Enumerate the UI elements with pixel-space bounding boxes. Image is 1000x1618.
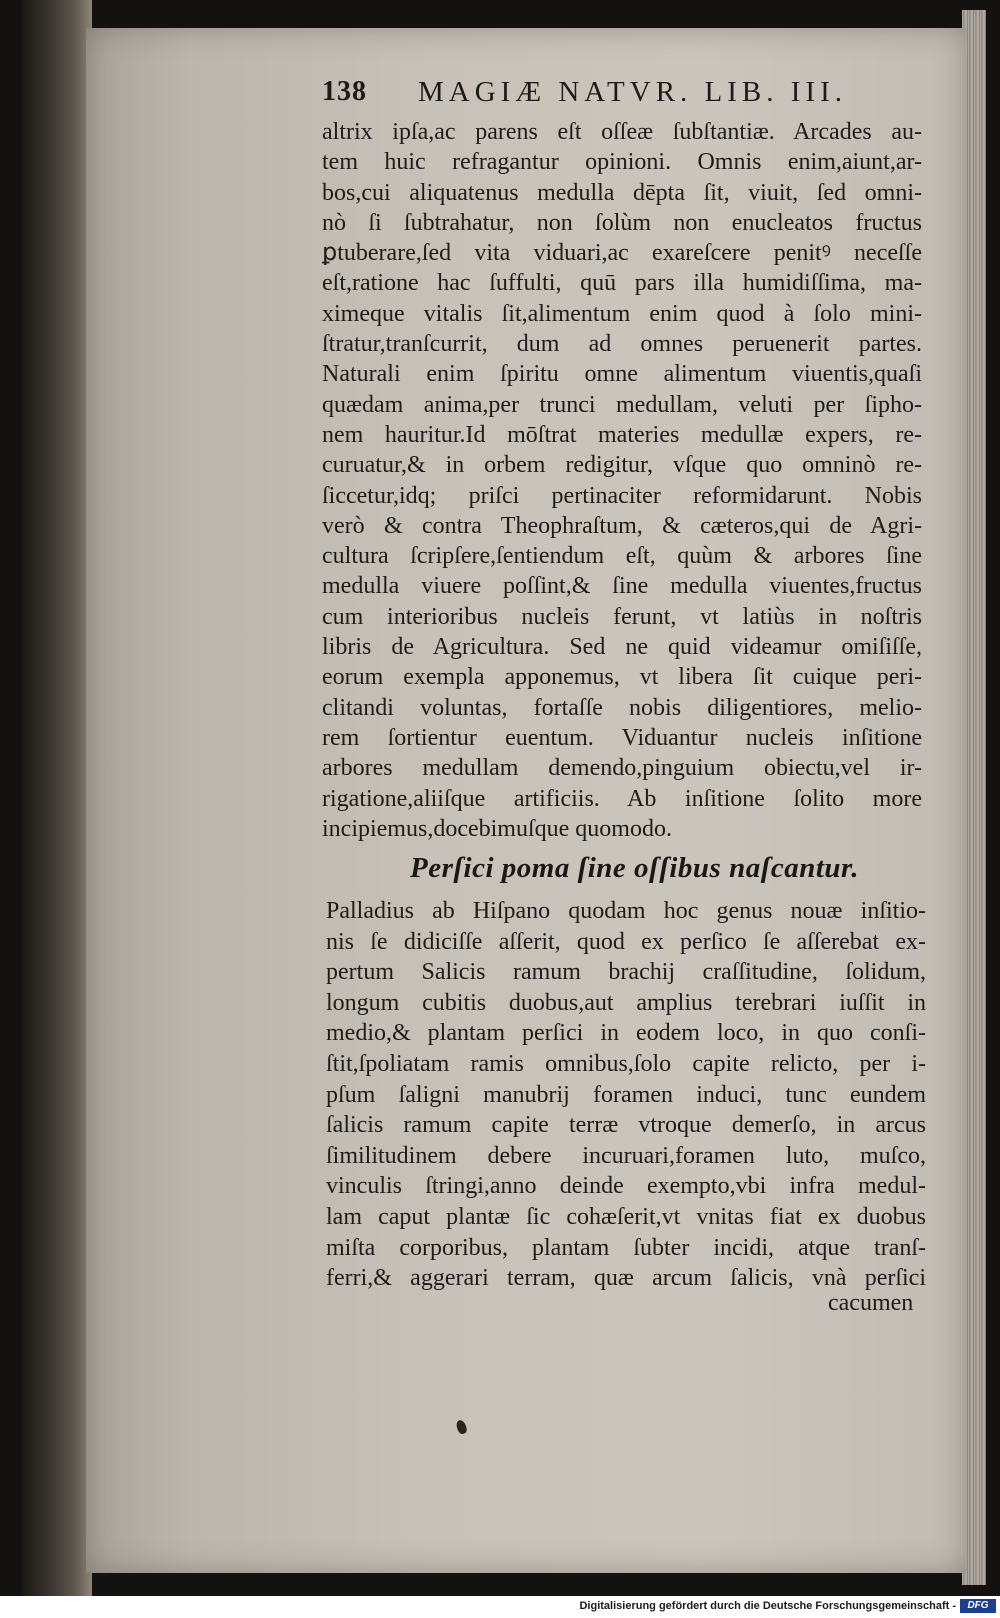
- text-line: incipiemus,docebimuſque quomodo.: [322, 815, 672, 842]
- text-line: ximeque vitalis ſit,alimentum enim quod à ſolo mini-: [322, 300, 922, 327]
- text-line: vinculis ſtringi,anno deinde exempto,vbi infra medul-: [326, 1173, 926, 1200]
- book-spine: [22, 0, 92, 1596]
- text-line: tem huic refragantur opinioni. Omnis enim,aiunt,ar-: [322, 149, 922, 176]
- digitization-footer: [0, 1596, 1000, 1618]
- text-line: clitandi voluntas, fortaſſe nobis diligentiores, melio-: [322, 694, 922, 721]
- text-line: eſt,ratione hac ſuffulti, quū pars illa humidiſſima, ma-: [322, 270, 922, 297]
- text-line: rem ſortientur euentum. Viduantur nucleis inſitione: [322, 724, 922, 751]
- text-line: lam caput plantæ ſic cohæſerit,vt vnitas fiat ex duobus: [326, 1203, 926, 1230]
- text-line: curuatur,& in orbem redigitur, vſque quo omninò re-: [322, 452, 922, 479]
- text-line: nis ſe didiciſſe aſſerit, quod ex perſico ſe aſſerebat ex-: [326, 928, 926, 955]
- text-line: bos,cui aliquatenus medulla dēpta ſit, viuit, ſed omni-: [322, 179, 922, 206]
- catchword: cacumen: [828, 1290, 914, 1316]
- text-line: rigatione,aliiſque artificiis. Ab inſitione ſolito more: [322, 785, 922, 812]
- text-line: cultura ſcripſere,ſentiendum eſt, quùm & arbores ſine: [322, 543, 922, 570]
- page-number: 138: [322, 76, 367, 107]
- page-header: [322, 76, 902, 116]
- text-line: ꝑtuberare,ſed vita viduari,ac exareſcere penitꝰ neceſſe: [322, 240, 922, 267]
- funding-credit: Digitalisierung gefördert durch die Deutsche Forschungsgemeinschaft -: [579, 1600, 956, 1612]
- text-line: arbores medullam demendo,pinguium obiectu,vel ir-: [322, 755, 922, 782]
- text-line: nò ſi ſubtrahatur, non ſolùm non enucleatos fructus: [322, 209, 922, 236]
- text-line: miſta corporibus, plantam ſubter incidi, atque tranſ-: [326, 1234, 926, 1261]
- text-line: libris de Agricultura. Sed ne quid videamur omiſiſſe,: [322, 634, 922, 661]
- text-line: nem hauritur.Id mōſtrat materies medullæ expers, re-: [322, 421, 922, 448]
- running-title: MAGIÆ NATVR. LIB. III.: [418, 76, 847, 108]
- text-line: Naturali enim ſpiritu omne alimentum viuentis,quaſi: [322, 361, 922, 388]
- text-line: ſalicis ramum capite terræ vtroque demerſo, in arcus: [326, 1112, 926, 1139]
- text-line: ſtit,ſpoliatam ramis omnibus,ſolo capite relicto, per i-: [326, 1050, 926, 1077]
- text-line: quædam anima,per trunci medullam, veluti per ſipho-: [322, 391, 922, 418]
- paragraph-1: [322, 117, 922, 844]
- text-line: Palladius ab Hiſpano quodam hoc genus nouæ inſitio-: [326, 898, 926, 924]
- dfg-logo: DFG: [960, 1599, 996, 1613]
- text-line: pſum ſaligni manubrij foramen induci, tunc eundem: [326, 1081, 926, 1108]
- text-line: ſtratur,tranſcurrit, dum ad omnes peruenerit partes.: [322, 331, 922, 358]
- text-line: medulla viuere poſſint,& ſine medulla viuentes,fructus: [322, 573, 922, 600]
- text-line: cum interioribus nucleis ferunt, vt latiùs in noſtris: [322, 603, 922, 630]
- text-line: altrix ipſa,ac parens eſt oſſeæ ſubſtantiæ. Arcades au-: [322, 119, 922, 145]
- text-line: verò & contra Theophraſtum, & cæteros,qui de Agri-: [322, 512, 922, 539]
- text-line: ſiccetur,idq; priſci pertinaciter reformidarunt. Nobis: [322, 482, 922, 509]
- text-line: longum cubitis duobus,aut amplius terebrari iuſſit in: [326, 989, 926, 1016]
- section-heading: Perſici poma ſine oſſibus naſcantur.: [410, 852, 859, 884]
- text-line: medio,& plantam perſici in eodem loco, in quo conſi-: [326, 1020, 926, 1047]
- text-line: ſimilitudinem debere incuruari,foramen luto, muſco,: [326, 1142, 926, 1169]
- text-line: ferri,& aggerari terram, quæ arcum ſalicis, vnà perſici: [326, 1265, 926, 1292]
- text-line: eorum exempla apponemus, vt libera ſit cuique peri-: [322, 664, 922, 691]
- paragraph-2: [326, 896, 926, 1294]
- text-line: pertum Salicis ramum brachij craſſitudine, ſolidum,: [326, 959, 926, 986]
